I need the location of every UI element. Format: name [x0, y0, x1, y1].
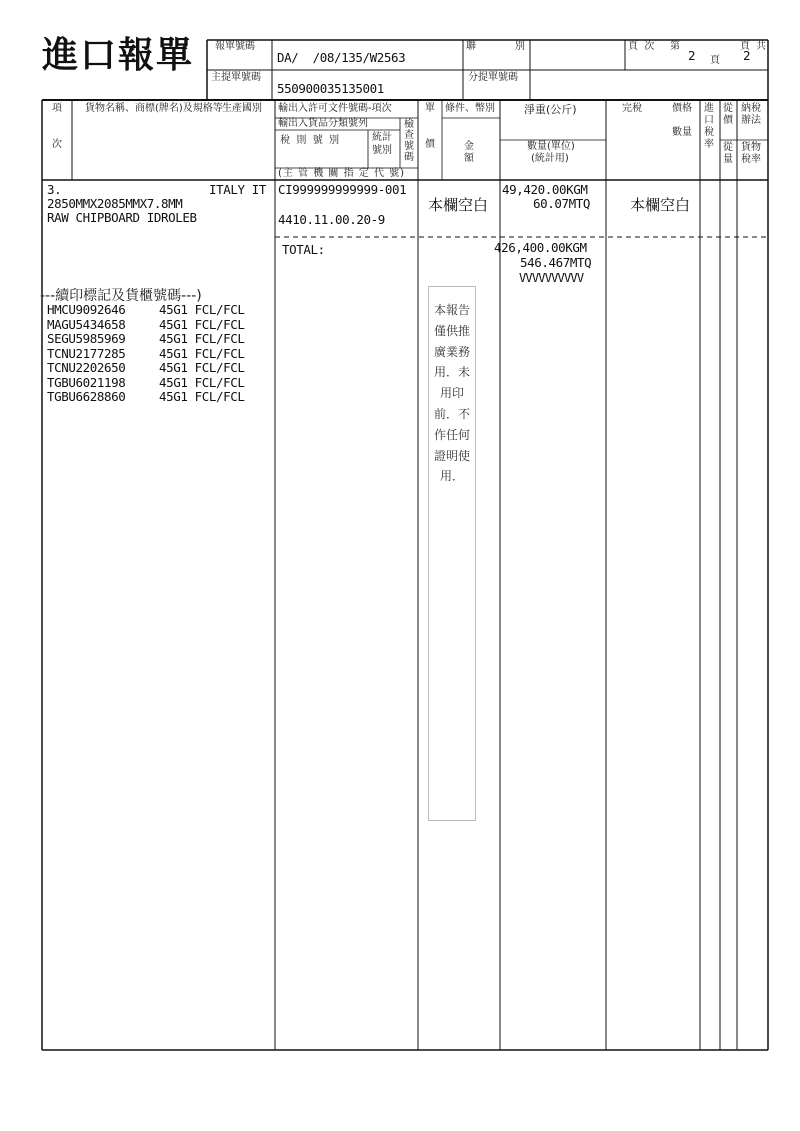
item-no: 3. — [47, 182, 62, 197]
page-no: 2 — [688, 48, 696, 63]
total-net-weight: 426,400.00KGM — [494, 240, 587, 255]
page-no-unit: 頁 — [710, 55, 720, 66]
container-number: MAGU5434658 — [47, 316, 126, 332]
container-info: 45G1 FCL/FCL — [159, 345, 245, 361]
container-number: SEGU5985969 — [47, 331, 126, 346]
col-per-quantity-2: 量 — [723, 154, 733, 165]
master-bl-no: 550900035135001 — [277, 81, 384, 96]
col-import-duty-3: 稅 — [704, 127, 714, 138]
col-ad-valorem-1: 從 — [723, 103, 733, 114]
declaration-no: DA/ /08/135/W2563 — [277, 50, 406, 65]
house-bl-label: 分提單號碼 — [468, 72, 518, 83]
item-origin: ITALY IT — [209, 182, 267, 197]
col-stat-code-label-1: 統計 — [372, 132, 392, 143]
amount-blank-note: 本欄空白 — [428, 196, 489, 214]
category-label: 聯 — [466, 41, 476, 52]
col-ad-valorem-2: 價 — [723, 115, 733, 126]
declaration-no-label: 報單號碼 — [215, 41, 255, 52]
marks-heading: ---續印標記及貨櫃號碼---) — [40, 288, 202, 304]
total-pages: 2 — [743, 48, 751, 63]
col-item-label-1: 項 — [52, 103, 62, 114]
col-import-duty-2: 口 — [704, 115, 714, 126]
col-unit-price-label-2: 價 — [425, 139, 435, 150]
item-description-line-1: 2850MMX2085MMX7.8MM — [47, 196, 183, 211]
col-commodity-tax-2: 稅率 — [741, 154, 761, 165]
col-inspection-label-4: 碼 — [404, 152, 414, 163]
col-item-label-2: 次 — [52, 139, 62, 150]
col-amount-label-2: 額 — [464, 153, 474, 164]
total-end-mark: VVVVVVVVVV — [519, 271, 584, 285]
container-info: 45G1 FCL/FCL — [159, 331, 245, 346]
col-tax-method-1: 納稅 — [741, 103, 761, 114]
col-origin-label: 生產國別 — [222, 103, 262, 114]
container-info: 45G1 FCL/FCL — [159, 360, 245, 375]
col-tariff-label: 稅 則 號 別 — [280, 135, 340, 146]
col-permit-label: 輸出入許可文件號碼-項次 — [278, 103, 392, 114]
total-pages-prefix: 共 — [756, 41, 766, 52]
col-inspection-label-2: 查 — [404, 130, 414, 141]
item-tariff-no: 4410.11.00.20-9 — [278, 212, 385, 227]
form-title: 進口報單 — [42, 35, 195, 76]
col-per-quantity-1: 從 — [723, 142, 733, 153]
col-inspection-label-3: 號 — [404, 141, 414, 152]
col-import-duty-4: 率 — [704, 139, 714, 150]
container-info: 45G1 FCL/FCL — [159, 302, 245, 317]
col-net-weight-label: 淨重(公斤) — [524, 103, 577, 116]
col-authority-label: (主 管 機 關 指 定 代 號) — [278, 168, 406, 179]
page-no-prefix: 第 — [670, 41, 680, 52]
page-unit-label: 頁 — [740, 41, 750, 52]
col-quantity-label-1: 數量(單位) — [527, 141, 575, 152]
container-number: TGBU6021198 — [47, 374, 126, 390]
col-inspection-label-1: 檢 — [404, 119, 414, 130]
col-quantity-label-2: (統計用) — [531, 153, 569, 164]
col-stat-code-label-2: 號別 — [372, 145, 392, 156]
category-suffix: 別 — [515, 41, 525, 52]
item-quantity: 60.07MTQ — [533, 196, 591, 211]
col-import-duty-1: 進 — [704, 103, 714, 114]
container-number: TCNU2202650 — [47, 360, 126, 375]
master-bl-label: 主提單號碼 — [211, 72, 261, 83]
col-tax-method-2: 辦法 — [741, 115, 761, 126]
container-number: TGBU6628860 — [47, 389, 126, 404]
container-number: HMCU9092646 — [47, 302, 126, 317]
col-unit-price-label-1: 單 — [425, 103, 435, 114]
container-info: 45G1 FCL/FCL — [159, 374, 245, 390]
col-customs-value-label: 完稅 — [622, 103, 642, 114]
item-description-line-2: RAW CHIPBOARD IDROLEB — [47, 210, 197, 225]
col-price-label: 價格 — [672, 103, 692, 114]
container-number: TCNU2177285 — [47, 345, 126, 361]
col-description-label: 貨物名稱、商標(牌名)及規格等 — [85, 103, 223, 114]
usage-notice: 本報告僅供推廣業務用．未用印前．不作任何證明使用． — [428, 286, 476, 821]
page-label: 頁 次 — [628, 41, 655, 52]
col-quantity-sub-label: 數量 — [672, 127, 692, 138]
item-net-weight: 49,420.00KGM — [502, 182, 588, 197]
customs-value-blank-note: 本欄空白 — [630, 196, 691, 214]
total-label: TOTAL: — [282, 242, 325, 257]
item-permit-no: CI999999999999-001 — [278, 182, 407, 197]
col-amount-label-1: 金 — [464, 141, 474, 152]
col-commodity-tax-1: 貨物 — [741, 142, 761, 153]
total-quantity: 546.467MTQ — [520, 255, 592, 270]
container-info: 45G1 FCL/FCL — [159, 316, 245, 332]
col-terms-label: 條件、幣別 — [445, 103, 495, 114]
col-classification-label: 輸出入貨品分類號列 — [278, 118, 368, 129]
container-info: 45G1 FCL/FCL — [159, 389, 245, 404]
